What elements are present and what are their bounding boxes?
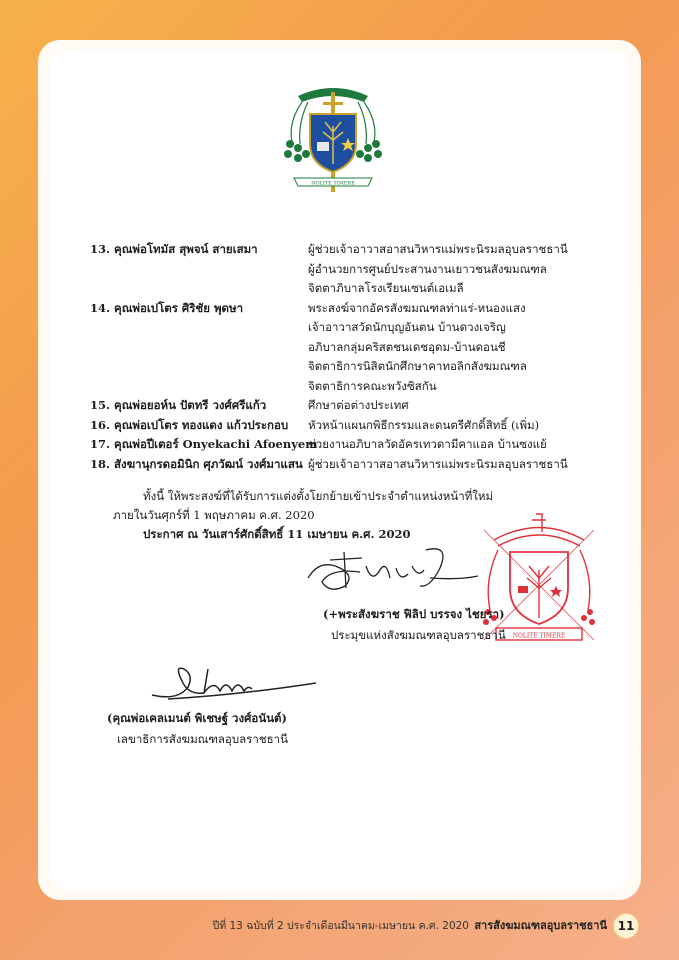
appointment-duty: เจ้าอาวาสวัดนักบุญอันตน บ้านดวงเจริญ bbox=[308, 320, 506, 334]
appointment-duty: ศึกษาต่อต่างประเทศ bbox=[308, 398, 409, 412]
official-seal-stamp bbox=[474, 510, 604, 670]
appointment-duty: ผู้ช่วยเจ้าอาวาสอาสนวิหารแม่พระนิรมลอุบลราชธานี bbox=[308, 456, 568, 471]
decree-line-1: ทั้งนี้ ให้พระสงฆ์ที่ได้รับการแต่งตั้งโยกย้ายเข้าประจำตำแหน่งหน้าที่ใหม่ bbox=[143, 489, 494, 503]
bishop-signature bbox=[300, 538, 480, 598]
page-footer bbox=[0, 912, 679, 938]
magazine-title: สารสังฆมณฑลอุบลราชธานี bbox=[474, 919, 607, 932]
secretary-title: เลขาธิการสังฆมณฑลอุบลราชธานี bbox=[117, 732, 288, 746]
appointment-duty: หัวหน้าแผนกพิธีกรรมและดนตรีศักดิ์สิทธิ์ (เพิ่ม) bbox=[308, 417, 540, 432]
bishop-name: (+พระสังฆราช ฟิลิป บรรจง ไชยรา) bbox=[323, 607, 505, 621]
secretary-signature bbox=[148, 655, 318, 707]
appointee-name: 16. คุณพ่อเปโตร ทองแดง แก้วประกอบ bbox=[90, 417, 289, 432]
appointee-name: 17. คุณพ่อปีเตอร์ Onyekachi Afoenyem bbox=[90, 437, 318, 451]
appointment-duty: จิตตาภิบาลโรงเรียนเซนต์เอเมลี bbox=[308, 281, 464, 295]
decree-text bbox=[113, 487, 493, 544]
appointment-entry bbox=[90, 416, 630, 436]
appointment-duty: อภิบาลกลุ่มคริสตชนเดชอุดม-บ้านดอนชี bbox=[308, 339, 506, 354]
decree-line-2: ภายในวันศุกร์ที่ 1 พฤษภาคม ค.ศ. 2020 bbox=[113, 508, 315, 522]
appointment-duty: ช่วยงานอภิบาลวัดอัครเทวดามีคาแอล บ้านซงแย้ bbox=[308, 437, 547, 451]
appointment-duty: จิตตาธิการคณะพวังซิสกัน bbox=[308, 378, 437, 393]
page-number: 11 bbox=[613, 913, 639, 939]
appointee-name: 14. คุณพ่อเปโตร ศิริชัย พุดษา bbox=[90, 300, 244, 315]
issue-info: ปีที่ 13 ฉบับที่ 2 ประจำเดือนมีนาคม-เมษายน ค.ศ. 2020 bbox=[212, 920, 469, 932]
appointment-duty: ผู้ช่วยเจ้าอาวาสอาสนวิหารแม่พระนิรมลอุบลราชธานี bbox=[308, 242, 568, 256]
appointment-list bbox=[90, 240, 630, 474]
appointee-name: 15. คุณพ่อยอห์น ปัตทรี วงศ์ศรีแก้ว bbox=[90, 398, 267, 412]
bishop-title: ประมุขแห่งสังฆมณฑลอุบลราชธานี bbox=[331, 628, 506, 642]
appointment-duty: พระสงฆ์จากอัครสังฆมณฑลท่าแร่-หนองแสง bbox=[308, 300, 526, 315]
appointment-entry bbox=[90, 240, 630, 299]
appointment-entry bbox=[90, 396, 630, 416]
coat-of-arms-logo bbox=[278, 82, 388, 202]
appointment-entry bbox=[90, 455, 630, 475]
appointee-name: 18. สังฆานุกรดอมินิก ศุภวัฒน์ วงศ์มาแสน bbox=[90, 456, 303, 471]
seal-motto: NOLITE TIMERE bbox=[512, 632, 566, 640]
appointee-name: 13. คุณพ่อโทมัส สุพจน์ สายเสมา bbox=[90, 242, 258, 256]
appointment-entry bbox=[90, 299, 630, 397]
secretary-name: (คุณพ่อเคลเมนต์ พิเชษฐ์ วงศ์อนันต์) bbox=[107, 711, 287, 725]
decree-line-3: ประกาศ ณ วันเสาร์ศักดิ์สิทธิ์ 11 เมษายน ค.ศ. 2020 bbox=[143, 527, 411, 541]
appointment-duty: จิตตาธิการนิสิตนักศึกษาคาทอลิกสังฆมณฑล bbox=[308, 359, 527, 373]
crest-motto: NOLITE TIMERE bbox=[311, 180, 355, 187]
appointment-entry bbox=[90, 435, 630, 455]
appointment-duty: ผู้อำนวยการศูนย์ประสานงานเยาวชนสังฆมณฑล bbox=[308, 261, 547, 276]
